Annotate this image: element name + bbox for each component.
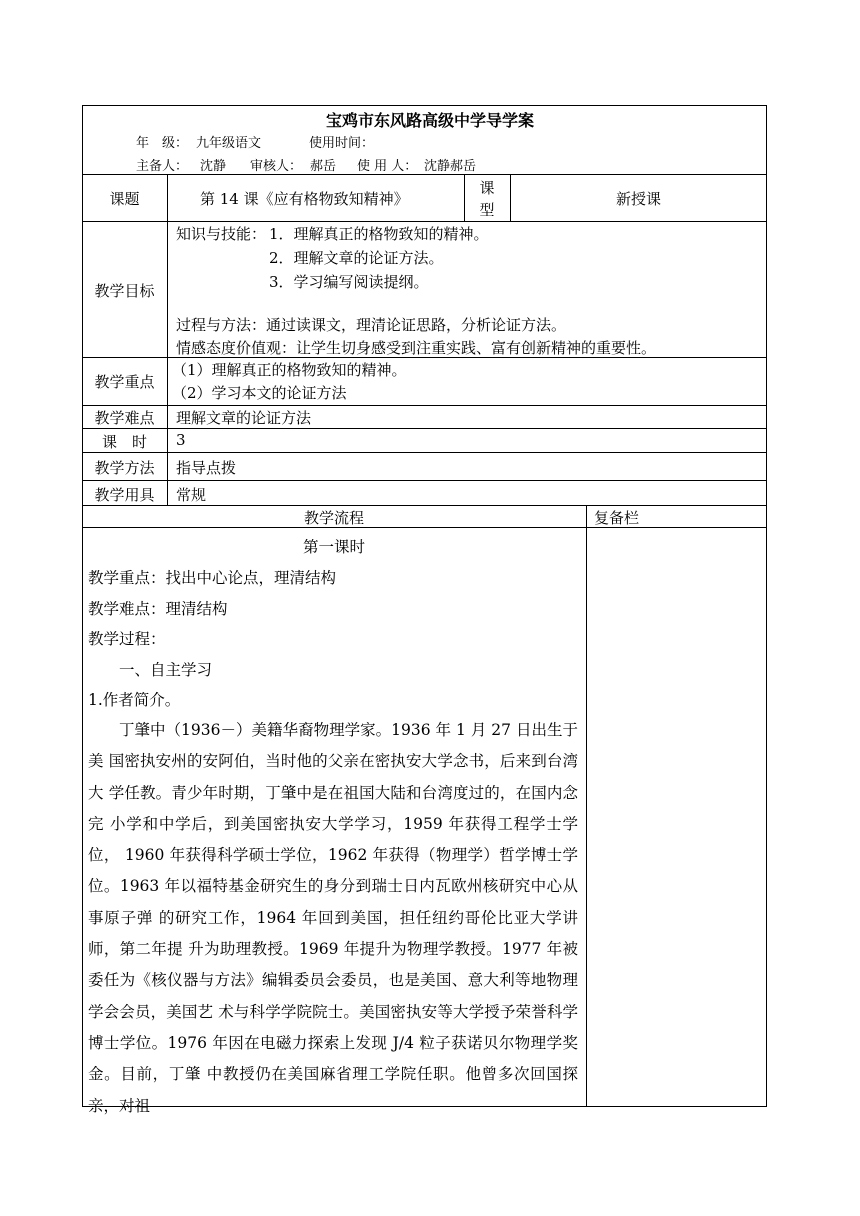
rule-header-bottom [82, 174, 767, 175]
type-value: 新授课 [615, 190, 661, 208]
rule-difficulty-bottom [82, 428, 767, 429]
rule-method-bottom [82, 480, 767, 481]
tools-label: 教学用具 [94, 486, 155, 504]
difficulty-value: 理解文章的论证方法 [176, 409, 312, 427]
focus-label: 教学重点 [94, 373, 155, 391]
topic-label: 课题 [109, 190, 140, 208]
lesson-difficulty: 教学难点：理清结构 [88, 600, 228, 618]
grade-value: 九年级语文 [196, 136, 262, 151]
session-title: 第一课时 [302, 538, 365, 556]
item-author-intro: 1.作者简介。 [88, 691, 181, 709]
focus-item-2: （2）学习本文的论证方法 [172, 384, 347, 402]
document-title: 宝鸡市东风路高级中学导学案 [325, 111, 534, 130]
method-value: 指导点拨 [176, 459, 237, 477]
topic-value: 第 14 课《应有格物致知精神》 [200, 190, 409, 208]
lesson-process: 教学过程： [88, 630, 166, 648]
goals-knowledge-prefix: 知识与技能： [176, 225, 267, 243]
rule-label-column [167, 174, 168, 505]
user-value: 沈静郝岳 [424, 159, 477, 174]
goals-emotion: 情感态度价值观：让学生切身感受到注重实践、富有创新精神的重要性。 [176, 339, 657, 357]
goals-knowledge-3: 3．学习编写阅读提纲。 [269, 273, 429, 291]
goals-knowledge-2: 2．理解文章的论证方法。 [269, 249, 444, 267]
user-label: 使 用 人： [357, 159, 418, 174]
preparer-label: 主备人： [136, 159, 189, 174]
goals-process: 过程与方法：通过读课文，理清论证思路，分析论证方法。 [176, 316, 567, 334]
lesson-focus: 教学重点：找出中心论点，理清结构 [88, 569, 337, 587]
difficulty-label: 教学难点 [94, 409, 155, 427]
author-bio-paragraph: 丁肇中（1936－）美籍华裔物理学家。1936 年 1 月 27 日出生于美 国密执安州的安阿伯，当时他的父亲在密执安大学念书，后来到台湾大 学任教。青少年时期，丁肇中是在祖国大陆和台湾度过的，在国内念完 小学和中学后，到美国密执安大学学习，1959 年获得工程学士学位， 1960 年获得科学硕士学位，1962 年获得（物理学）哲学博士学位。1963 年以福特基金研究生的身分到瑞士日内瓦欧州核研究中心从事原子弹 的研究工作，1964 年回到美国，担任纽约哥伦比亚大学讲师，第二年提 升为助理教授。1969 年提升为物理学教授。1977 年被委任为《核仪器与方法》编辑委员会委员，也是美国、意大利等地物理学会会员，美国艺 术与科学学院院士。美国密执安等大学授予荣誉科学博士学位。1976 年因在电磁力探索上发现 J/4 粒子获诺贝尔物理学奖金。目前，丁肇 中教授仍在美国麻省理工学院任职。他曾多次回国探亲，对祖 [88, 721, 578, 1115]
time-label: 使用时间： [309, 136, 375, 151]
rule-focus-bottom [82, 405, 767, 406]
grade-label: 年 级： [136, 136, 189, 151]
hours-value: 3 [176, 431, 186, 449]
goals-label: 教学目标 [94, 282, 155, 300]
reviewer-value: 郝岳 [310, 159, 337, 174]
preparer-value: 沈静 [200, 159, 227, 174]
goals-knowledge-1: 1．理解真正的格物致知的精神。 [269, 225, 489, 243]
method-label: 教学方法 [94, 459, 155, 477]
type-label-1: 课 [479, 179, 495, 197]
type-label-2: 型 [479, 201, 495, 219]
hours-label: 课 时 [101, 433, 147, 451]
focus-item-1: （1）理解真正的格物致知的精神。 [172, 361, 407, 379]
flow-header: 教学流程 [303, 509, 364, 527]
rule-tools-bottom [82, 505, 767, 506]
rule-hours-bottom [82, 452, 767, 453]
rule-topic-bottom [82, 221, 767, 222]
rule-review-column [586, 505, 587, 1107]
review-column-header: 复备栏 [594, 509, 640, 527]
tools-value: 常规 [176, 486, 207, 504]
reviewer-label: 审核人： [250, 159, 303, 174]
section-self-study: 一、自主学习 [119, 661, 213, 679]
